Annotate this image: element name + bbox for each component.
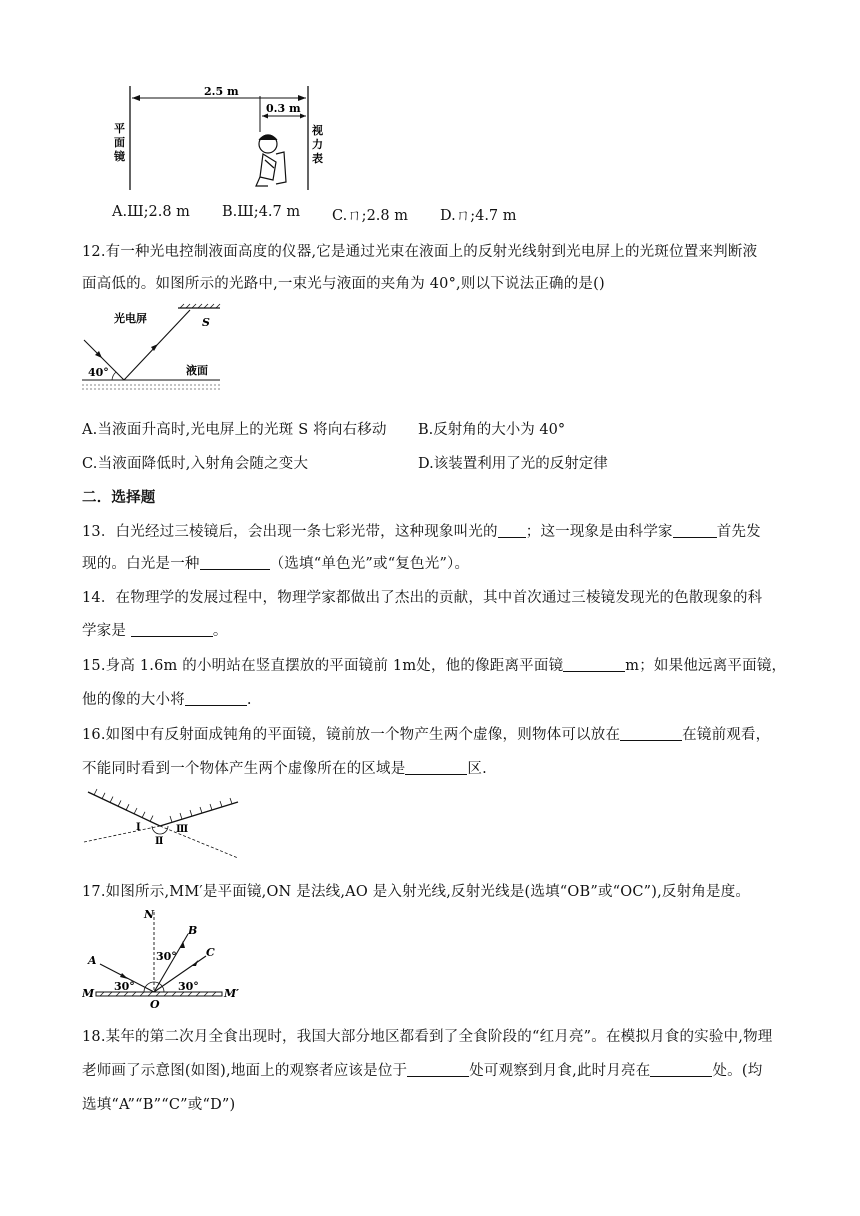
- region-III-label: Ⅲ: [176, 824, 189, 835]
- q18-line-1: 18.某年的第二次月全食出现时，我国大部分地区都看到了全食阶段的“红月亮”。在模拟月食的实验中,物理: [82, 1029, 773, 1045]
- label-C: C: [206, 946, 215, 959]
- q13-line-1: [82, 520, 761, 541]
- q14-text-a: 学家是: [82, 623, 131, 639]
- q18-blank-2: [650, 1062, 712, 1077]
- q12-option-c: C.当液面降低时,入射角会随之变大: [82, 456, 309, 472]
- q13-text-a: 13．白光经过三棱镜后，会出现一条七彩光带，这种现象叫光的: [82, 524, 498, 540]
- label-A: A: [88, 954, 97, 967]
- angle-40-label: 40°: [88, 366, 109, 379]
- region-I-label: Ⅰ: [136, 822, 141, 833]
- q14-line-2: [82, 619, 228, 640]
- q15-line-1: [82, 654, 786, 675]
- q12-option-d: D.该装置利用了光的反射定律: [418, 456, 608, 472]
- chart-label-2: 力: [312, 138, 323, 151]
- q15-text-d: .: [246, 692, 252, 708]
- q15-line-2: [82, 688, 252, 709]
- small-distance-label: 0.3 m: [266, 102, 301, 115]
- q11-option-d: D.ㄇ;4.7 m: [440, 208, 517, 224]
- q16-text-d: 区.: [467, 761, 487, 777]
- total-distance-label: 2.5 m: [204, 85, 239, 98]
- q13-blank-1: [498, 523, 526, 538]
- q13-text-b: ；这一现象是由科学家: [525, 524, 673, 540]
- angle-label-oc: 30°: [178, 980, 199, 993]
- q12-line-1: 12.有一种光电控制液面高度的仪器,它是通过光束在液面上的反射光线射到光电屏上的光斑位置来判断液: [82, 244, 758, 260]
- q16-blank-2: [405, 760, 467, 775]
- q14-line-1: 14．在物理学的发展过程中，物理学家都做出了杰出的贡献，其中首次通过三棱镜发现光的色散现象的科: [82, 590, 763, 606]
- section-heading: 二．选择题: [82, 489, 156, 506]
- q16-blank-1: [620, 726, 682, 741]
- q15-blank-1: [563, 657, 625, 672]
- label-N: N: [144, 908, 155, 921]
- mirror-label-3: 镜: [114, 150, 125, 163]
- figure-reflection: [82, 904, 242, 1008]
- screen-label: 光电屏: [114, 312, 147, 325]
- q18-text-c: 处。(均: [712, 1063, 763, 1079]
- figure-mirror-eye-chart: [108, 82, 338, 197]
- label-M-prime: M′: [224, 987, 240, 1000]
- q15-text-b: m；如果他远离平面镜，: [625, 658, 787, 674]
- q18-line-3: 选填“A”“B”“C”或“D”): [82, 1097, 236, 1113]
- figure-obtuse-mirrors: [82, 786, 242, 862]
- q14-blank: [131, 622, 213, 637]
- q16-text-c: 不能同时看到一个物体产生两个虚像所在的区域是: [82, 761, 406, 777]
- mirror-label-2: 面: [114, 136, 125, 149]
- chart-label-1: 视: [312, 124, 323, 137]
- spot-s-label: S: [202, 316, 210, 329]
- q13-line-2: [82, 552, 469, 573]
- q16-line-2: [82, 757, 487, 778]
- q12-line-2: 面高低的。如图所示的光路中,一束光与液面的夹角为 40°,则以下说法正确的是(): [82, 276, 605, 292]
- mirror-label-1: 平: [114, 122, 125, 135]
- q11-option-b: B.Ш;4.7 m: [222, 204, 301, 220]
- q13-blank-2: [673, 523, 717, 538]
- q16-text-a: 16.如图中有反射面成钝角的平面镜，镜前放一个物产生两个虚像，则物体可以放在: [82, 727, 621, 743]
- q17-text: 17.如图所示,MM′是平面镜,ON 是法线,AO 是入射光线,反射光线是(选填“OB”或“OC”),反射角是度。: [82, 884, 751, 900]
- q12-option-b: B.反射角的大小为 40°: [418, 422, 566, 438]
- person-icon: [256, 135, 286, 186]
- q13-text-c: 首先发: [716, 524, 761, 540]
- q13-text-d: 现的。白光是一种: [82, 556, 200, 572]
- q11-option-c: C.ㄇ;2.8 m: [332, 208, 408, 224]
- q18-blank-1: [407, 1062, 469, 1077]
- q12-option-a: A.当液面升高时,光电屏上的光斑 S 将向右移动: [82, 422, 387, 438]
- q11-option-a: A.Ш;2.8 m: [112, 204, 190, 220]
- label-O: O: [150, 998, 160, 1008]
- label-M: M: [82, 987, 95, 1000]
- q13-text-e: （选填“单色光”或“复色光”）。: [269, 556, 470, 572]
- q15-text-a: 15.身高 1.6m 的小明站在竖直摆放的平面镜前 1m处，他的像距离平面镜: [82, 658, 564, 674]
- angle-label-ab: 30°: [156, 950, 177, 963]
- q14-text-b: 。: [212, 623, 228, 639]
- q18-text-b: 处可观察到月食,此时月亮在: [469, 1063, 651, 1079]
- liquid-label: 液面: [186, 364, 208, 377]
- chart-label-3: 表: [312, 152, 323, 165]
- q16-text-b: 在镜前观看，: [682, 727, 771, 743]
- q18-line-2: [82, 1059, 762, 1080]
- label-B: B: [188, 924, 198, 937]
- q15-text-c: 他的像的大小将: [82, 692, 185, 708]
- svg-text:视 力 表: [311, 123, 327, 165]
- q18-text-a: 老师画了示意图(如图),地面上的观察者应该是位于: [82, 1063, 408, 1079]
- figure-liquid-level: [82, 300, 232, 400]
- q13-blank-3: [200, 555, 270, 570]
- svg-text:平 面 镜: [114, 121, 129, 163]
- q16-line-1: [82, 723, 770, 744]
- q15-blank-2: [185, 691, 247, 706]
- angle-label-incident: 30°: [114, 980, 135, 993]
- region-II-label: Ⅱ: [155, 836, 164, 847]
